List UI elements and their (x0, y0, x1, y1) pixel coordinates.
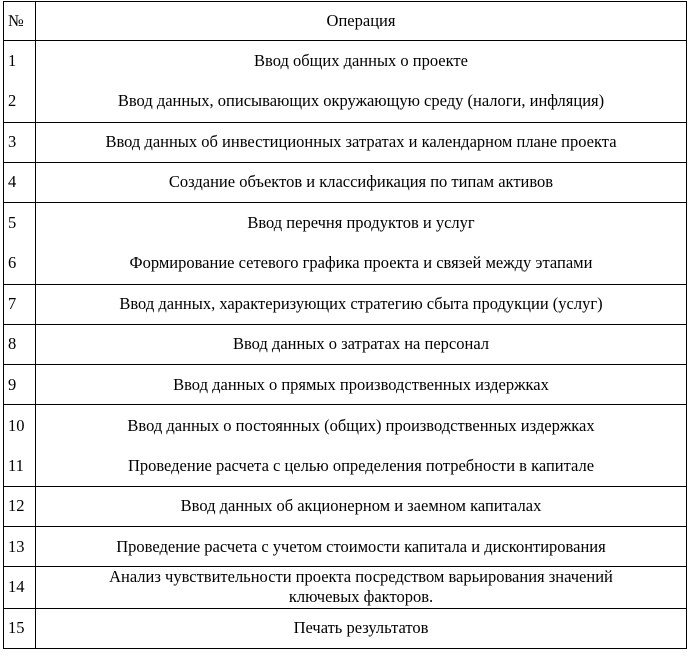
table-row (4, 324, 687, 364)
row-operation-text: Печать результатов (293, 618, 429, 638)
row-operation-cell (36, 122, 687, 162)
row-operation-cell (36, 527, 687, 567)
row-number-cell (4, 527, 36, 567)
row-operation-cell (36, 405, 687, 487)
row-number: 2 (8, 91, 17, 111)
row-number: 10 (8, 415, 25, 435)
row-number: 6 (8, 253, 17, 273)
table-row (4, 527, 687, 567)
row-number-cell (4, 203, 36, 285)
row-operation-text: Анализ чувствительности проекта посредством варьирования значений (109, 567, 613, 587)
row-operation-cell (36, 162, 687, 202)
row-operation-cell (36, 365, 687, 405)
header-number-cell (4, 2, 36, 41)
row-number: 5 (8, 213, 17, 233)
row-number: 8 (8, 334, 17, 354)
row-operation-text: ключевых факторов. (288, 587, 434, 607)
row-number-cell (4, 41, 36, 123)
row-operation-cell (36, 324, 687, 364)
row-operation-text: Ввод данных об инвестиционных затратах и календарном плане проекта (105, 132, 617, 152)
row-operation-text: Формирование сетевого графика проекта и связей между этапами (129, 253, 593, 273)
row-number-cell (4, 162, 36, 202)
operations-table (3, 1, 687, 649)
row-number-cell (4, 365, 36, 405)
row-operation-text: Проведение расчета с целью определения потребности в капитале (127, 455, 595, 475)
table-row (4, 567, 687, 608)
header-operation-cell (36, 2, 687, 41)
row-operation-text: Создание объектов и классификация по типам активов (168, 172, 554, 192)
row-operation-cell (36, 203, 687, 285)
row-number: 7 (8, 294, 17, 314)
table-row (4, 41, 687, 123)
row-operation-text: Ввод данных о постоянных (общих) производственных издержках (127, 415, 595, 435)
table-row (4, 162, 687, 202)
row-number: 13 (8, 536, 25, 556)
table-row (4, 203, 687, 285)
row-number-cell (4, 567, 36, 608)
table-row (4, 608, 687, 648)
row-operation-text: Ввод данных о затратах на персонал (232, 334, 490, 354)
table-row (4, 486, 687, 526)
row-number: 11 (8, 455, 24, 475)
row-number-cell (4, 608, 36, 648)
row-number: 14 (8, 577, 25, 597)
row-operation-cell (36, 486, 687, 526)
header-operation-label: Операция (326, 11, 396, 30)
row-operation-text: Ввод данных о прямых производственных издержках (173, 374, 549, 394)
header-number-label: № (8, 11, 24, 30)
table-header-row (4, 2, 687, 41)
table-row (4, 405, 687, 487)
row-number: 12 (8, 496, 25, 516)
row-number: 9 (8, 374, 17, 394)
row-operation-text: Проведение расчета с учетом стоимости капитала и дисконтирования (116, 536, 606, 556)
row-number-cell (4, 324, 36, 364)
row-number-cell (4, 486, 36, 526)
row-number: 4 (8, 172, 17, 192)
table-row (4, 122, 687, 162)
row-operation-text: Ввод общих данных о проекте (254, 51, 468, 71)
row-operation-text: Ввод данных об акционерном и заемном капиталах (180, 496, 542, 516)
row-operation-cell (36, 284, 687, 324)
table-body (4, 41, 687, 649)
row-operation-text: Ввод перечня продуктов и услуг (247, 213, 475, 233)
row-operation-cell (36, 567, 687, 608)
table-row (4, 365, 687, 405)
row-number: 1 (8, 51, 17, 71)
row-operation-cell (36, 608, 687, 648)
row-number-cell (4, 122, 36, 162)
row-operation-text: Ввод данных, характеризующих стратегию сбыта продукции (услуг) (119, 294, 603, 314)
row-number-cell (4, 405, 36, 487)
row-number: 15 (8, 618, 25, 638)
row-operation-text: Ввод данных, описывающих окружающую среду (налоги, инфляция) (117, 91, 605, 111)
row-number: 3 (8, 132, 17, 152)
row-number-cell (4, 284, 36, 324)
table-row (4, 284, 687, 324)
row-operation-cell (36, 41, 687, 123)
